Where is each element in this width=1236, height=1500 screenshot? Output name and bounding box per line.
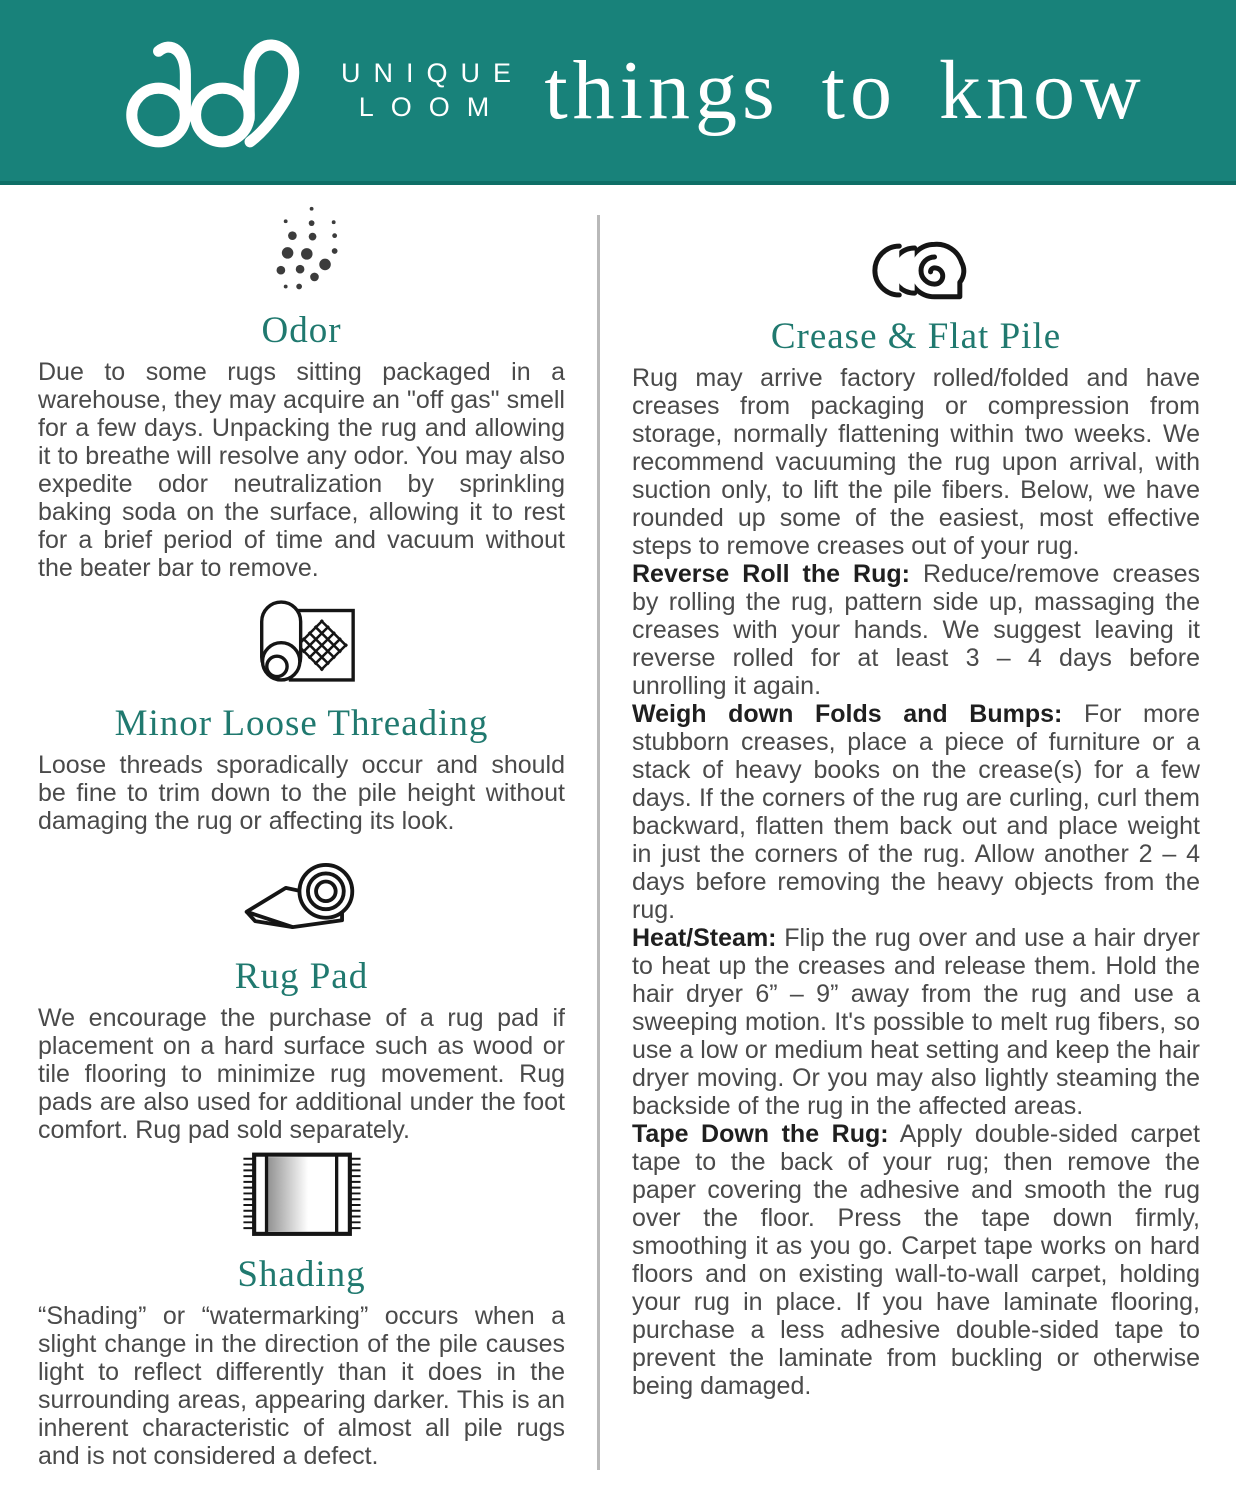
tip-weigh-down-text: For more stubborn creases, place a piece of furniture or a stack of heavy books on the crease(s) for a few days. If the corners of the rug are curling, curl them backward, flatten them back out and place weight in just the corners of the rug. Allow another 2 – 4 days before removing the heavy objects from the rug. [632, 700, 1201, 924]
brand-name-line2: LOOM [358, 91, 507, 122]
crease-icon-wrap [632, 237, 1200, 305]
tip-reverse-roll-text: Reduce/remove creases by rolling the rug, pattern side up, massaging the creases with your hands. We suggest leaving it reverse rolled for at least 3 – 4 days before unrolling it again. [632, 560, 1201, 700]
section-minor-loose-threading [38, 590, 565, 835]
tip-heat-steam-lead: Heat/Steam: [632, 924, 777, 952]
crease-intro-text: Rug may arrive factory rolled/folded and have creases from packaging or compression from storage, normally flattening within two weeks. We recommend vacuuming the rug upon arrival, with suction only, to lift the pile fibers. Below, we have rounded up some of the easiest, most effective steps to remove creases out of your rug. [632, 364, 1200, 560]
tip-tape-down-lead: Tape Down the Rug: [632, 1120, 889, 1148]
shading-icon-wrap [38, 1148, 565, 1243]
left-column [38, 185, 565, 1470]
rug-pad-icon-wrap [38, 847, 565, 945]
odor-text: Due to some rugs sitting packaged in a warehouse, they may acquire an "off gas" smell for a few days. Unpacking the rug and allowing it to breathe will resolve any odor. You may also expedite odor neutralization by sprinkling baking soda on the surface, allowing it to rest for a brief period of time and vacuum without the beater bar to remove. [38, 358, 565, 582]
right-column [632, 185, 1200, 1470]
tip-reverse-roll-lead: Reverse Roll the Rug: [632, 560, 910, 588]
shaded-rug-fringe-icon [236, 1148, 368, 1243]
page-title: things to know [544, 44, 1146, 137]
rug-pad-roll-icon [238, 847, 366, 945]
tip-heat-steam [632, 924, 1200, 1120]
rolled-rug-spiral-icon [855, 237, 977, 305]
tip-reverse-roll [632, 560, 1200, 700]
tip-heat-steam-text: Flip the rug over and use a hair dryer to heat up the creases and release them. Hold the hair dryer 6” – 9” away from the rug and use a sweeping motion. It's possible to melt rug fibers, so use a low or medium heat setting and keep the hair dryer moving. Or you may also lightly steaming the backside of the rug in the affected areas. [632, 924, 1200, 1120]
threading-heading: Minor Loose Threading [114, 703, 489, 744]
threading-icon-wrap [38, 590, 565, 692]
section-rug-pad [38, 847, 565, 1144]
brand-wordmark [341, 57, 524, 125]
tip-tape-down [632, 1120, 1200, 1400]
tip-weigh-down-lead: Weigh down Folds and Bumps: [632, 700, 1063, 728]
section-crease-flat-pile [632, 237, 1200, 1400]
rug-pad-heading: Rug Pad [234, 956, 369, 997]
brand-name-line1: UNIQUE [341, 57, 525, 88]
header-banner [0, 0, 1236, 185]
tip-tape-down-text: Apply double-sided carpet tape to the back of your rug; then remove the paper covering the adhesive and smooth the rug over the floor. Press the tape down firmly, smoothing it as you go. Carpet tape works on hard floors and on existing wall-to-wall carpet, holding your rug in place. If you have laminate flooring, purchase a less adhesive double-sided tape to prevent the laminate from buckling or otherwise being damaged. [632, 1120, 1201, 1400]
section-odor [38, 203, 565, 582]
brand-block [112, 30, 524, 152]
crease-heading: Crease & Flat Pile [770, 316, 1062, 357]
shading-text: “Shading” or “watermarking” occurs when a slight change in the direction of the pile causes light to reflect differently than it does in the surrounding areas, appearing darker. This is an inherent characteristic of almost all pile rugs and is not considered a defect. [38, 1302, 565, 1470]
odor-dots-icon [252, 203, 352, 299]
content-columns [0, 185, 1236, 1470]
unique-loom-dd-logo [112, 30, 317, 152]
section-shading [38, 1148, 565, 1470]
rolled-rug-crosshatch-icon [238, 590, 365, 692]
shading-heading: Shading [237, 1254, 366, 1295]
odor-heading: Odor [261, 310, 342, 351]
odor-icon-wrap [38, 203, 565, 299]
tip-weigh-down [632, 700, 1200, 924]
rug-pad-text: We encourage the purchase of a rug pad if placement on a hard surface such as wood or tile flooring to minimize rug movement. Rug pads are also used for additional under the foot comfort. Rug pad sold separately. [38, 1004, 565, 1144]
threading-text: Loose threads sporadically occur and should be fine to trim down to the pile height without damaging the rug or affecting its look. [38, 751, 565, 835]
column-divider [597, 215, 600, 1470]
